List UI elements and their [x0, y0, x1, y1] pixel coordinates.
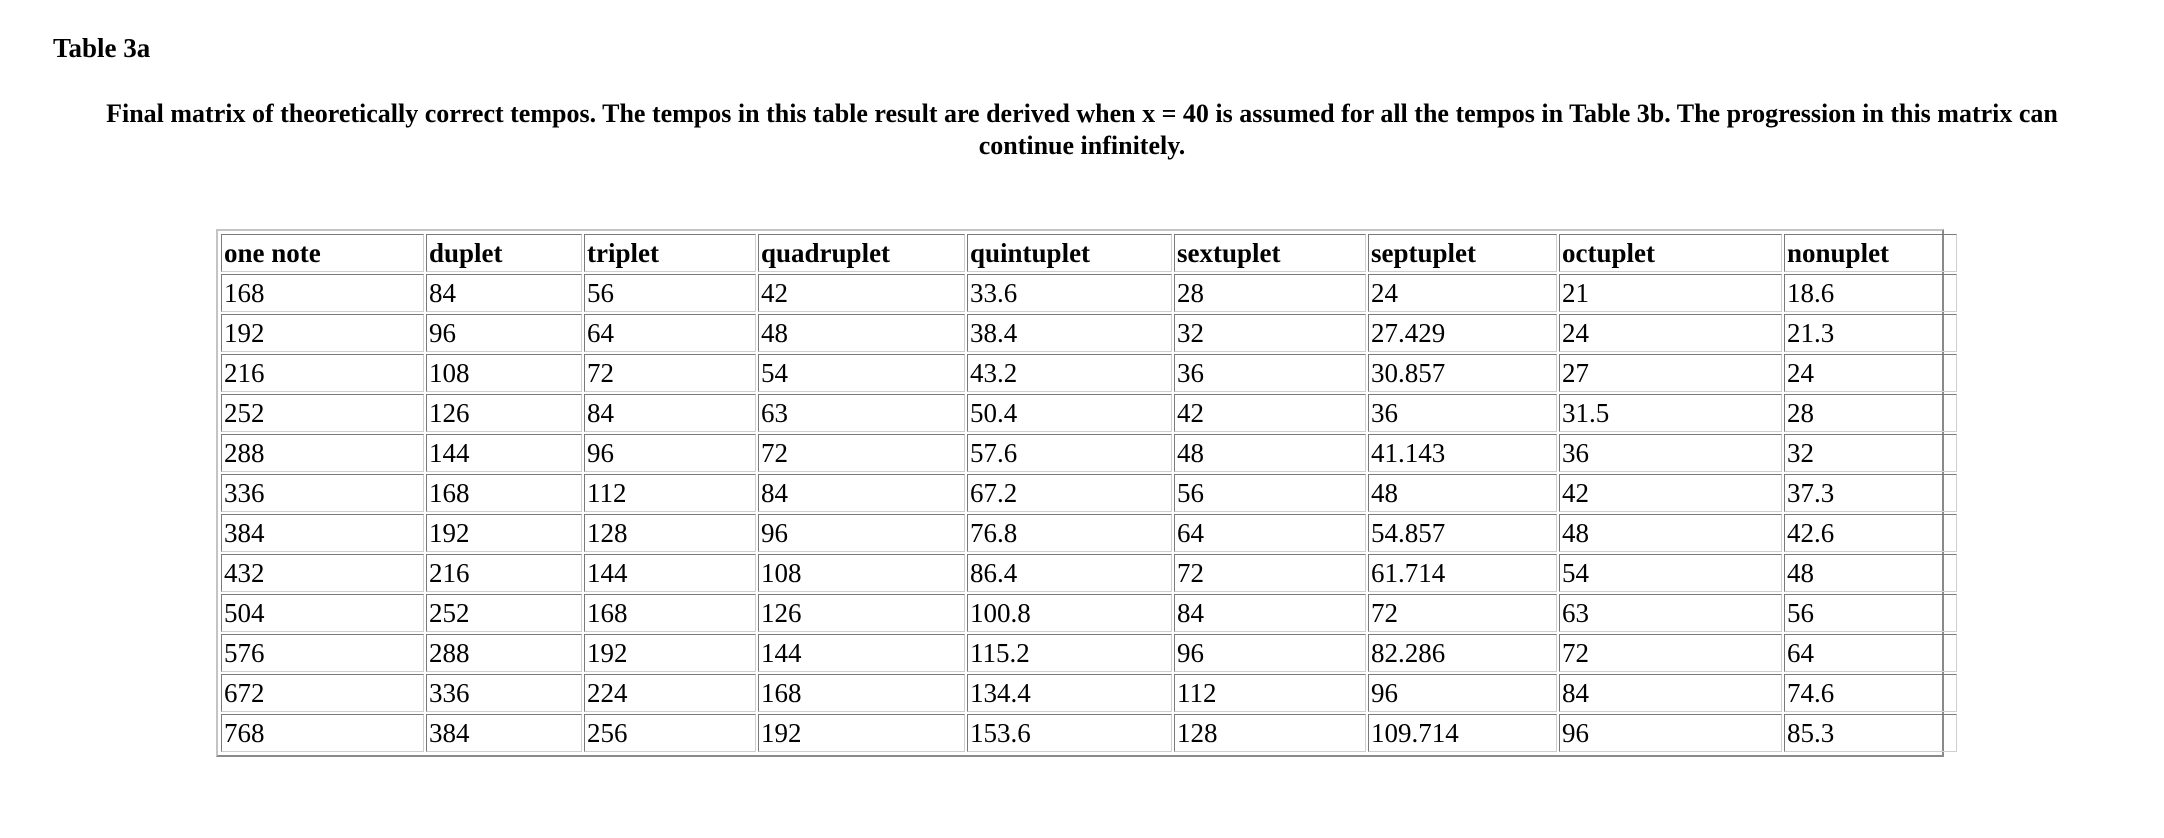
table-cell: 21.3 [1784, 314, 1957, 352]
column-header: octuplet [1559, 234, 1782, 272]
table-cell: 43.2 [967, 354, 1172, 392]
table-cell: 126 [758, 594, 965, 632]
table-cell: 28 [1174, 274, 1366, 312]
table-cell: 84 [1559, 674, 1782, 712]
table-cell: 192 [221, 314, 424, 352]
table-cell: 63 [1559, 594, 1782, 632]
column-header: duplet [426, 234, 582, 272]
table-cell: 64 [1174, 514, 1366, 552]
table-cell: 76.8 [967, 514, 1172, 552]
tempo-matrix-table-frame [216, 229, 1944, 757]
table-cell: 30.857 [1368, 354, 1557, 392]
table-label: Table 3a [53, 33, 151, 63]
table-cell: 96 [426, 314, 582, 352]
table-cell: 33.6 [967, 274, 1172, 312]
table-cell: 216 [426, 554, 582, 592]
table-cell: 108 [758, 554, 965, 592]
table-row [221, 394, 1957, 432]
table-cell: 96 [1174, 634, 1366, 672]
table-cell: 42 [1174, 394, 1366, 432]
table-cell: 36 [1559, 434, 1782, 472]
column-header: quintuplet [967, 234, 1172, 272]
table-cell: 41.143 [1368, 434, 1557, 472]
table-row [221, 714, 1957, 752]
table-cell: 72 [584, 354, 756, 392]
table-row [221, 674, 1957, 712]
table-cell: 432 [221, 554, 424, 592]
table-cell: 38.4 [967, 314, 1172, 352]
table-cell: 72 [758, 434, 965, 472]
table-cell: 48 [1784, 554, 1957, 592]
table-cell: 56 [584, 274, 756, 312]
table-cell: 72 [1368, 594, 1557, 632]
table-cell: 112 [1174, 674, 1366, 712]
table-cell: 100.8 [967, 594, 1172, 632]
table-cell: 74.6 [1784, 674, 1957, 712]
table-cell: 72 [1174, 554, 1366, 592]
table-cell: 32 [1174, 314, 1366, 352]
table-cell: 144 [426, 434, 582, 472]
table-cell: 96 [1368, 674, 1557, 712]
table-cell: 384 [426, 714, 582, 752]
table-row [221, 514, 1957, 552]
table-cell: 384 [221, 514, 424, 552]
table-cell: 168 [758, 674, 965, 712]
table-row [221, 274, 1957, 312]
table-cell: 126 [426, 394, 582, 432]
table-cell: 31.5 [1559, 394, 1782, 432]
table-cell: 153.6 [967, 714, 1172, 752]
table-cell: 192 [426, 514, 582, 552]
column-header: one note [221, 234, 424, 272]
table-cell: 672 [221, 674, 424, 712]
table-cell: 24 [1784, 354, 1957, 392]
table-cell: 63 [758, 394, 965, 432]
table-cell: 50.4 [967, 394, 1172, 432]
tempo-matrix-table [219, 232, 1959, 754]
table-cell: 288 [426, 634, 582, 672]
table-cell: 112 [584, 474, 756, 512]
table-cell: 192 [584, 634, 756, 672]
table-row [221, 474, 1957, 512]
table-cell: 48 [758, 314, 965, 352]
table-cell: 84 [584, 394, 756, 432]
table-row [221, 314, 1957, 352]
table-cell: 168 [221, 274, 424, 312]
table-cell: 84 [758, 474, 965, 512]
table-cell: 54 [1559, 554, 1782, 592]
table-cell: 288 [221, 434, 424, 472]
table-row [221, 594, 1957, 632]
table-cell: 67.2 [967, 474, 1172, 512]
table-cell: 108 [426, 354, 582, 392]
table-cell: 57.6 [967, 434, 1172, 472]
column-header: septuplet [1368, 234, 1557, 272]
table-cell: 768 [221, 714, 424, 752]
table-cell: 37.3 [1784, 474, 1957, 512]
table-cell: 42 [758, 274, 965, 312]
table-cell: 84 [426, 274, 582, 312]
table-cell: 128 [1174, 714, 1366, 752]
table-cell: 128 [584, 514, 756, 552]
table-cell: 28 [1784, 394, 1957, 432]
table-cell: 256 [584, 714, 756, 752]
table-cell: 576 [221, 634, 424, 672]
table-cell: 36 [1368, 394, 1557, 432]
table-cell: 252 [221, 394, 424, 432]
table-body [221, 274, 1957, 752]
table-cell: 48 [1559, 514, 1782, 552]
table-cell: 72 [1559, 634, 1782, 672]
table-cell: 56 [1784, 594, 1957, 632]
table-cell: 96 [758, 514, 965, 552]
table-cell: 27.429 [1368, 314, 1557, 352]
table-cell: 36 [1174, 354, 1366, 392]
table-cell: 85.3 [1784, 714, 1957, 752]
table-cell: 109.714 [1368, 714, 1557, 752]
table-row [221, 634, 1957, 672]
table-cell: 134.4 [967, 674, 1172, 712]
table-header-row [221, 234, 1957, 272]
table-cell: 168 [584, 594, 756, 632]
table-cell: 96 [1559, 714, 1782, 752]
column-header: quadruplet [758, 234, 965, 272]
table-row [221, 434, 1957, 472]
column-header: nonuplet [1784, 234, 1957, 272]
table-cell: 42 [1559, 474, 1782, 512]
table-cell: 54.857 [1368, 514, 1557, 552]
table-cell: 61.714 [1368, 554, 1557, 592]
table-cell: 144 [758, 634, 965, 672]
table-row [221, 554, 1957, 592]
table-cell: 504 [221, 594, 424, 632]
table-cell: 24 [1368, 274, 1557, 312]
table-cell: 18.6 [1784, 274, 1957, 312]
table-cell: 82.286 [1368, 634, 1557, 672]
table-row [221, 354, 1957, 392]
table-caption: Final matrix of theoretically correct tempos. The tempos in this table result are derived when x = 40 is assumed for all the tempos in Table 3b. The progression in this matrix can continue infinitely. [106, 99, 2058, 160]
table-cell: 168 [426, 474, 582, 512]
column-header: triplet [584, 234, 756, 272]
table-cell: 27 [1559, 354, 1782, 392]
table-cell: 336 [426, 674, 582, 712]
table-cell: 192 [758, 714, 965, 752]
column-header: sextuplet [1174, 234, 1366, 272]
table-cell: 48 [1174, 434, 1366, 472]
table-cell: 84 [1174, 594, 1366, 632]
table-cell: 115.2 [967, 634, 1172, 672]
table-cell: 144 [584, 554, 756, 592]
table-cell: 42.6 [1784, 514, 1957, 552]
table-cell: 24 [1559, 314, 1782, 352]
table-cell: 21 [1559, 274, 1782, 312]
table-cell: 56 [1174, 474, 1366, 512]
table-cell: 96 [584, 434, 756, 472]
table-cell: 336 [221, 474, 424, 512]
table-cell: 224 [584, 674, 756, 712]
table-cell: 64 [1784, 634, 1957, 672]
table-cell: 86.4 [967, 554, 1172, 592]
table-cell: 252 [426, 594, 582, 632]
table-cell: 216 [221, 354, 424, 392]
table-cell: 48 [1368, 474, 1557, 512]
table-cell: 54 [758, 354, 965, 392]
table-cell: 32 [1784, 434, 1957, 472]
table-cell: 64 [584, 314, 756, 352]
